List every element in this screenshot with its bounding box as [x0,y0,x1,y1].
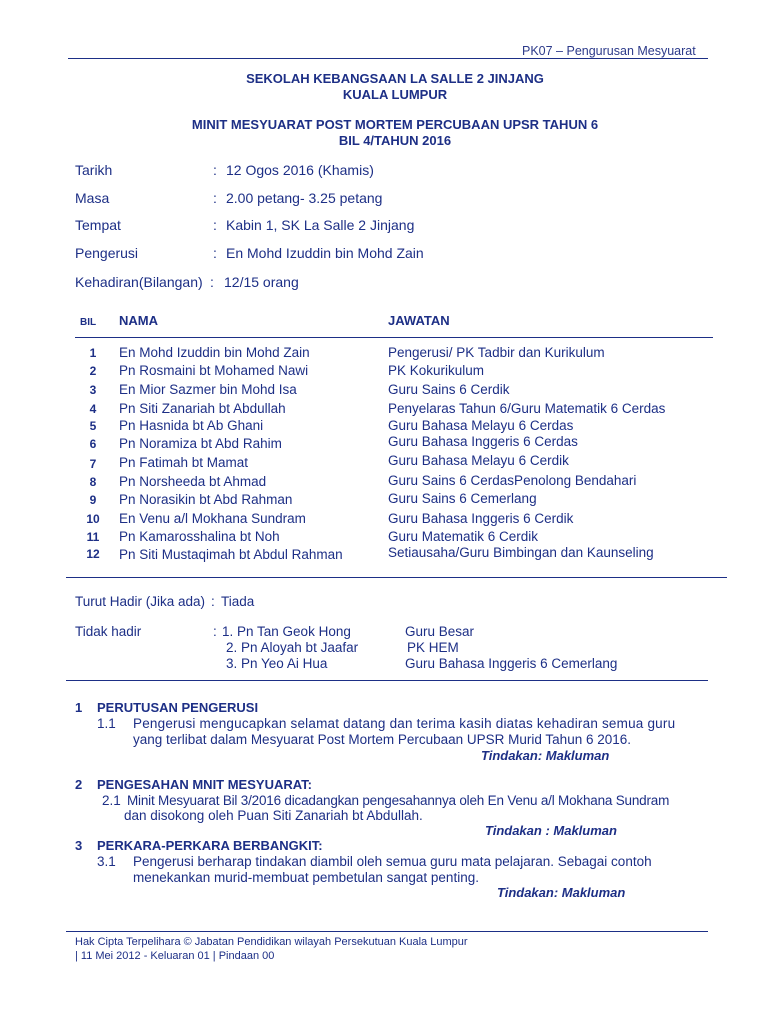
school-location: KUALA LUMPUR [342,87,448,102]
member-position: Guru Bahasa Inggeris 6 Cerdas [388,434,578,449]
table-header-divider [75,337,713,338]
member-position: PK Kokurikulum [388,363,485,378]
absent-role: PK HEM [407,640,459,655]
section-number: 2 [75,777,83,792]
minutes-number: BIL 4/TAHUN 2016 [338,133,452,148]
info-separator: : [213,190,217,206]
member-position: Guru Bahasa Melayu 6 Cerdik [388,453,569,468]
member-name: Pn Hasnida bt Ab Ghani [119,418,264,433]
row-number: 2 [89,364,97,378]
member-position: Guru Matematik 6 Cerdik [388,529,539,544]
info-value: 12/15 orang [224,274,299,290]
row-number: 10 [86,512,100,526]
info-value: 2.00 petang- 3.25 petang [226,190,383,206]
item-text: Pengerusi berharap tindakan diambil oleh semua guru mata pelajaran. Sebagai contoh [133,854,652,869]
row-number: 9 [89,493,97,507]
header-divider [68,58,708,59]
section-number: 1 [75,700,83,715]
section-title: PERUTUSAN PENGERUSI [97,700,259,715]
document-reference: PK07 – Pengurusan Mesyuarat [522,44,696,58]
turut-hadir-label: Turut Hadir (Jika ada) [75,594,206,609]
section-title: PENGESAHAN MNIT MESYUARAT: [97,777,312,792]
member-position: Guru Sains 6 CerdasPenolong Bendahari [388,473,637,488]
absent-role: Guru Besar [405,624,475,639]
member-name: En Venu a/l Mokhana Sundram [119,511,306,526]
member-name: Pn Noramiza bt Abd Rahim [119,436,282,451]
section-number: 3 [75,838,83,853]
member-name: En Mior Sazmer bin Mohd Isa [119,382,297,397]
row-number: 4 [89,402,97,416]
info-label: Tarikh [75,162,113,178]
column-header-jawatan: JAWATAN [388,313,450,328]
member-name: Pn Fatimah bt Mamat [119,455,249,470]
info-label: Masa [75,190,110,206]
row-number: 12 [86,547,100,561]
item-text: Pengerusi mengucapkan selamat datang dan terima kasih diatas kehadiran semua guru [133,716,676,731]
absent-name: 1. Pn Tan Geok Hong [222,624,351,639]
member-position: Guru Sains 6 Cemerlang [388,491,537,506]
row-number: 5 [89,419,97,433]
row-number: 3 [89,383,97,397]
absent-name: 2. Pn Aloyah bt Jaafar [226,640,359,655]
turut-hadir-value: Tiada [221,594,255,609]
member-position: Guru Sains 6 Cerdik [388,382,510,397]
row-number: 11 [86,530,100,544]
footer-divider [66,931,708,932]
item-number: 3.1 [97,854,116,869]
member-name: Pn Norsheeda bt Ahmad [119,474,267,489]
section-title: PERKARA-PERKARA BERBANGKIT: [97,838,323,853]
member-position: Setiausaha/Guru Bimbingan dan Kaunseling [388,545,654,560]
member-name: Pn Siti Mustaqimah bt Abdul Rahman [119,547,343,562]
row-number: 8 [89,475,97,489]
info-separator: : [213,217,217,233]
column-header-bil: BIL [80,317,97,328]
absent-divider [66,680,708,681]
item-text: Minit Mesyuarat Bil 3/2016 dicadangkan pengesahannya oleh En Venu a/l Mokhana Sundram [127,793,670,808]
tidak-hadir-separator: : [213,624,217,639]
column-header-nama: NAMA [119,313,158,328]
info-separator: : [213,162,217,178]
absent-role: Guru Bahasa Inggeris 6 Cemerlang [405,656,618,671]
info-separator: : [210,274,214,290]
school-name: SEKOLAH KEBANGSAAN LA SALLE 2 JINJANG [246,71,544,86]
action-note: Tindakan: Makluman [497,885,626,900]
turut-hadir-separator: : [211,594,215,609]
row-number: 7 [89,457,97,471]
action-note: Tindakan : Makluman [485,823,617,838]
item-text: menekankan murid-membuat pembetulan sangat penting. [133,870,479,885]
member-position: Pengerusi/ PK Tadbir dan Kurikulum [388,345,605,360]
item-number: 2.1 [102,793,121,808]
item-text: dan disokong oleh Puan Siti Zanariah bt Abdullah. [124,808,423,823]
info-label: Kehadiran(Bilangan) [75,274,203,290]
revision-info: | 11 Mei 2012 - Keluaran 01 | Pindaan 00 [75,950,275,962]
table-bottom-divider [66,577,727,578]
item-number: 1.1 [97,716,116,731]
member-name: Pn Kamarosshalina bt Noh [119,529,280,544]
info-label: Pengerusi [75,245,139,261]
copyright-text: Hak Cipta Terpelihara © Jabatan Pendidikan wilayah Persekutuan Kuala Lumpur [75,936,468,948]
info-value: Kabin 1, SK La Salle 2 Jinjang [226,217,415,233]
member-name: En Mohd Izuddin bin Mohd Zain [119,345,310,360]
row-number: 1 [89,346,97,360]
member-position: Penyelaras Tahun 6/Guru Matematik 6 Cerdas [388,401,666,416]
member-name: Pn Norasikin bt Abd Rahman [119,492,293,507]
action-note: Tindakan: Makluman [481,748,610,763]
info-value: En Mohd Izuddin bin Mohd Zain [226,245,424,261]
member-name: Pn Rosmaini bt Mohamed Nawi [119,363,309,378]
member-position: Guru Bahasa Melayu 6 Cerdas [388,418,574,433]
member-name: Pn Siti Zanariah bt Abdullah [119,401,286,416]
row-number: 6 [89,437,97,451]
info-label: Tempat [75,217,121,233]
info-separator: : [213,245,217,261]
tidak-hadir-label: Tidak hadir [75,624,142,639]
absent-name: 3. Pn Yeo Ai Hua [226,656,328,671]
member-position: Guru Bahasa Inggeris 6 Cerdik [388,511,574,526]
item-text: yang terlibat dalam Mesyuarat Post Mortem Percubaan UPSR Murid Tahun 6 2016. [133,732,632,747]
minutes-title: MINIT MESYUARAT POST MORTEM PERCUBAAN UPSR TAHUN 6 [191,117,599,132]
info-value: 12 Ogos 2016 (Khamis) [226,162,374,178]
